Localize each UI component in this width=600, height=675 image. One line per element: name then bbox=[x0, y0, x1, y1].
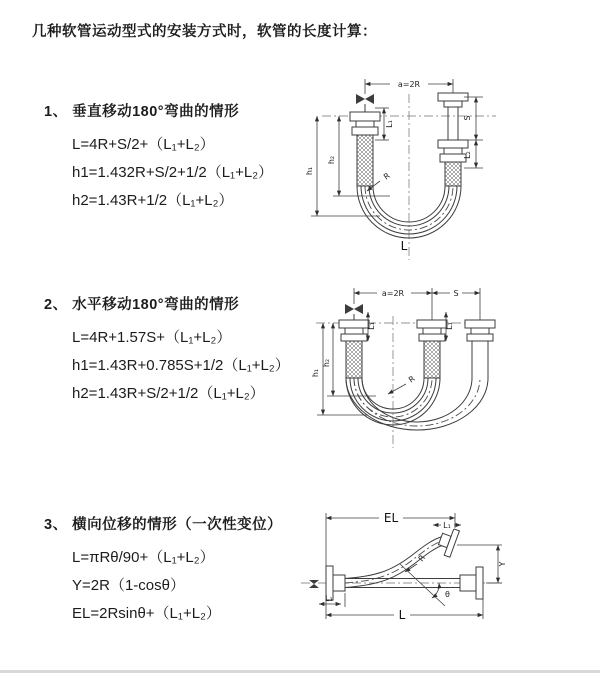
length-label: L bbox=[400, 239, 408, 253]
braided-section bbox=[346, 341, 362, 378]
braided-section bbox=[357, 135, 373, 186]
radius-label: R bbox=[381, 171, 392, 182]
hose-displaced-position bbox=[345, 536, 446, 588]
section-1-heading: 1、 垂直移动180°弯曲的情形 bbox=[44, 104, 240, 120]
section-1-formula-L: L=4R+S/2+（L₁+L₂） bbox=[72, 136, 215, 153]
page-title: 几种软管运动型式的安装方式时，软管的长度计算： bbox=[32, 24, 377, 40]
section-2-formula-h1: h1=1.43R+0.785S+1/2（L₁+L₂） bbox=[72, 357, 290, 374]
dim-label-L2: L₂ bbox=[463, 151, 472, 159]
section-3-formula-L: L=πRθ/90+（L₁+L₂） bbox=[72, 549, 215, 566]
dimension-a-2R bbox=[354, 287, 432, 320]
section-1-formula-h2: h2=1.43R+1/2（L₁+L₂） bbox=[72, 192, 234, 209]
braided-section bbox=[424, 341, 440, 378]
dim-label-h1: h₁ bbox=[305, 166, 314, 176]
section-1-formula-h1: h1=1.432R+S/2+1/2（L₁+L₂） bbox=[72, 164, 274, 181]
dim-label-h1: h₁ bbox=[311, 368, 320, 378]
flange bbox=[339, 320, 369, 328]
section-2-formula-h2: h2=1.43R+S/2+1/2（L₁+L₂） bbox=[72, 385, 265, 402]
end-fitting-straight bbox=[460, 567, 483, 599]
dimension-a-2R bbox=[365, 78, 453, 94]
dimension-L1-left bbox=[319, 593, 345, 607]
diagram-vertical-180-bend bbox=[298, 68, 578, 268]
flange bbox=[417, 320, 447, 328]
moving-end-fitting-moved bbox=[465, 320, 495, 341]
moving-end-fitting bbox=[438, 93, 468, 186]
dimension-L1-top bbox=[433, 520, 461, 530]
section-3 bbox=[44, 513, 282, 628]
page-bottom-edge bbox=[0, 670, 600, 673]
moving-end-fitting-near bbox=[417, 320, 447, 378]
dimension-L bbox=[326, 599, 483, 622]
dimension-EL bbox=[326, 511, 455, 566]
dim-label-L: L bbox=[398, 608, 406, 622]
valve-icon bbox=[356, 94, 374, 112]
dim-label-Y: Y bbox=[498, 561, 507, 567]
braided-section bbox=[445, 162, 461, 186]
section-3-heading: 3、 横向位移的情形（一次性变位） bbox=[44, 517, 283, 533]
section-2-heading: 2、 水平移动180°弯曲的情形 bbox=[44, 297, 240, 313]
dim-label-S: S bbox=[463, 115, 472, 121]
dim-label-h2: h₂ bbox=[327, 155, 336, 165]
dim-label-L1: L₁ bbox=[443, 521, 451, 530]
dim-label-a2R: a=2R bbox=[397, 80, 421, 89]
dim-label-h2: h₂ bbox=[322, 358, 331, 368]
angle-label: θ bbox=[445, 590, 450, 599]
dimension-L1-middle bbox=[445, 312, 454, 341]
end-fitting-displaced bbox=[436, 526, 460, 557]
diagram-lateral-displacement bbox=[293, 498, 593, 658]
dimension-S bbox=[463, 97, 483, 140]
dim-label-L1: L₁ bbox=[325, 594, 333, 603]
flange bbox=[350, 112, 380, 121]
flange bbox=[465, 320, 495, 328]
flange-upper-position bbox=[438, 93, 468, 101]
valve-icon bbox=[309, 580, 319, 588]
hose-loop bbox=[357, 186, 461, 238]
valve-icon bbox=[345, 304, 363, 320]
radius-label: R bbox=[416, 553, 428, 564]
dim-label-L1: L₁ bbox=[367, 322, 376, 330]
section-2-formula-L: L=4R+1.57S+（L₁+L₂） bbox=[72, 329, 232, 346]
diagram-horizontal-180-bend bbox=[298, 278, 588, 468]
dim-label-L1: L₁ bbox=[445, 322, 454, 330]
radius-callout bbox=[388, 374, 417, 394]
flange bbox=[476, 567, 483, 599]
section-3-formula-Y: Y=2R（1-cosθ） bbox=[72, 577, 185, 594]
dimension-S bbox=[432, 287, 480, 320]
radius-label: R bbox=[406, 374, 417, 385]
section-1 bbox=[44, 100, 273, 215]
dim-label-a2R: a=2R bbox=[381, 289, 405, 298]
dim-label-L1: L₁ bbox=[385, 120, 394, 128]
dim-label-EL: EL bbox=[383, 511, 399, 525]
dimension-L1-left bbox=[367, 312, 376, 341]
section-3-formula-EL: EL=2Rsinθ+（L₁+L₂） bbox=[72, 605, 221, 622]
fixed-end-fitting bbox=[339, 304, 369, 378]
dim-label-S: S bbox=[453, 289, 459, 298]
flange-lower-position bbox=[438, 140, 468, 148]
hose-loop-moved-position bbox=[346, 341, 488, 430]
section-2 bbox=[44, 293, 290, 408]
